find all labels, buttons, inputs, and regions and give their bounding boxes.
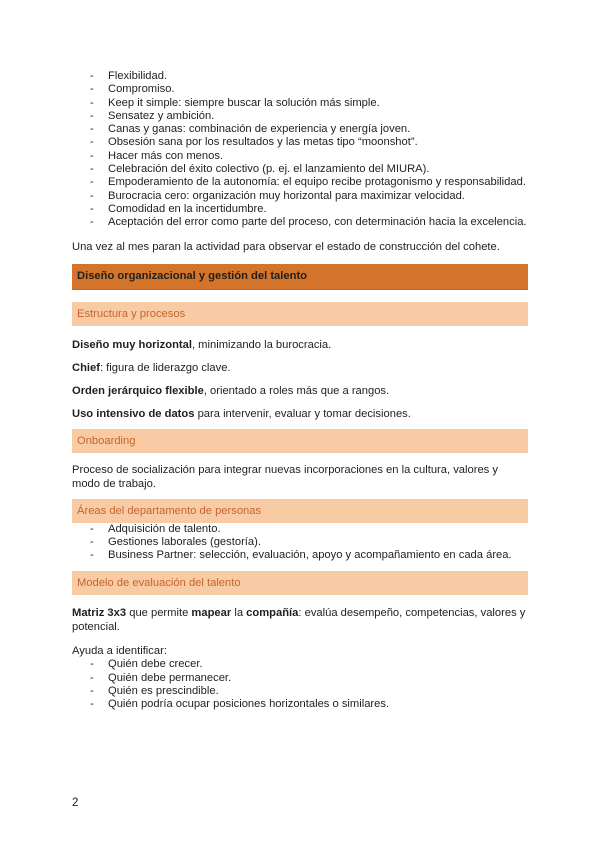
dash-marker: - bbox=[90, 202, 94, 215]
dash-marker: - bbox=[90, 658, 94, 671]
onboarding-text: Proceso de socialización para integrar nuevas incorporaciones en la cultura, valores y modo de trabajo. bbox=[72, 463, 498, 490]
list-item: - Burocracia cero: organización muy horizontal para maximizar velocidad. bbox=[90, 189, 465, 202]
dash-marker: - bbox=[90, 549, 94, 562]
list-item: - Compromiso. bbox=[90, 83, 175, 96]
dash-marker: - bbox=[90, 70, 94, 82]
page-content bbox=[72, 70, 528, 712]
evaluacion-intro: Ayuda a identificar: bbox=[72, 645, 167, 658]
dash-marker: - bbox=[90, 522, 94, 535]
list-item: - Business Partner: selección, evaluación, apoyo y acompañamiento en cada área. bbox=[90, 549, 512, 562]
dash-marker: - bbox=[90, 189, 94, 202]
estructura-item: Orden jerárquico flexible, orientado a roles más que a rangos. bbox=[72, 384, 390, 397]
monthly-note: Una vez al mes paran la actividad para observar el estado de construcción del cohete. bbox=[72, 240, 500, 253]
dash-marker: - bbox=[90, 163, 94, 176]
areas-list bbox=[72, 523, 528, 563]
list-item: - Hacer más con menos. bbox=[90, 149, 224, 162]
evaluacion-paragraph: Matriz 3x3 que permite mapear la compañía: evalúa desempeño, competencias, valores y potencial. bbox=[72, 607, 526, 634]
dash-marker: - bbox=[90, 123, 94, 136]
dash-marker: - bbox=[90, 83, 94, 96]
estructura-item: Diseño muy horizontal, minimizando la burocracia. bbox=[72, 338, 332, 351]
evaluacion-list bbox=[72, 658, 528, 711]
list-item: - Sensatez y ambición. bbox=[90, 109, 215, 122]
dash-marker: - bbox=[90, 136, 94, 149]
list-item: - Keep it simple: siempre buscar la solución más simple. bbox=[90, 96, 380, 109]
list-item: - Celebración del éxito colectivo (p. ej. el lanzamiento del MIURA). bbox=[90, 163, 430, 176]
list-item: - Canas y ganas: combinación de experiencia y energía joven. bbox=[90, 123, 411, 136]
list-item: - Obsesión sana por los resultados y las metas tipo “moonshot”. bbox=[90, 136, 418, 149]
section-title: Diseño organizacional y gestión del talento bbox=[72, 264, 528, 290]
dash-marker: - bbox=[90, 698, 94, 711]
evaluacion-heading: Modelo de evaluación del talento bbox=[72, 571, 528, 595]
dash-marker: - bbox=[90, 96, 94, 109]
dash-marker: - bbox=[90, 685, 94, 698]
dash-marker: - bbox=[90, 176, 94, 189]
dash-marker: - bbox=[90, 149, 94, 162]
dash-marker: - bbox=[90, 671, 94, 684]
estructura-item: Chief: figura de liderazgo clave. bbox=[72, 361, 231, 374]
list-item: - Quién es prescindible. bbox=[90, 685, 219, 698]
list-item: - Gestiones laborales (gestoría). bbox=[90, 535, 261, 548]
page-number: 2 bbox=[72, 797, 79, 809]
list-item: - Flexibilidad. bbox=[90, 70, 168, 82]
list-item: - Quién debe permanecer. bbox=[90, 671, 232, 684]
list-item: - Empoderamiento de la autonomía: el equipo recibe protagonismo y responsabilidad. bbox=[90, 176, 526, 189]
list-item: - Quién podría ocupar posiciones horizontales o similares. bbox=[90, 698, 390, 711]
list-item: - Comodidad en la incertidumbre. bbox=[90, 202, 267, 215]
areas-heading: Áreas del departamento de personas bbox=[72, 499, 528, 523]
list-item: - Quién debe crecer. bbox=[90, 658, 203, 671]
values-list bbox=[72, 70, 528, 230]
estructura-item: Uso intensivo de datos para intervenir, evaluar y tomar decisiones. bbox=[72, 407, 411, 420]
dash-marker: - bbox=[90, 109, 94, 122]
list-item: - Adquisición de talento. bbox=[90, 522, 221, 535]
dash-marker: - bbox=[90, 535, 94, 548]
list-item: - Aceptación del error como parte del proceso, con determinación hacia la excelencia. bbox=[90, 216, 527, 229]
onboarding-heading: Onboarding bbox=[72, 429, 528, 453]
dash-marker: - bbox=[90, 216, 94, 229]
estructura-heading: Estructura y procesos bbox=[72, 302, 528, 326]
